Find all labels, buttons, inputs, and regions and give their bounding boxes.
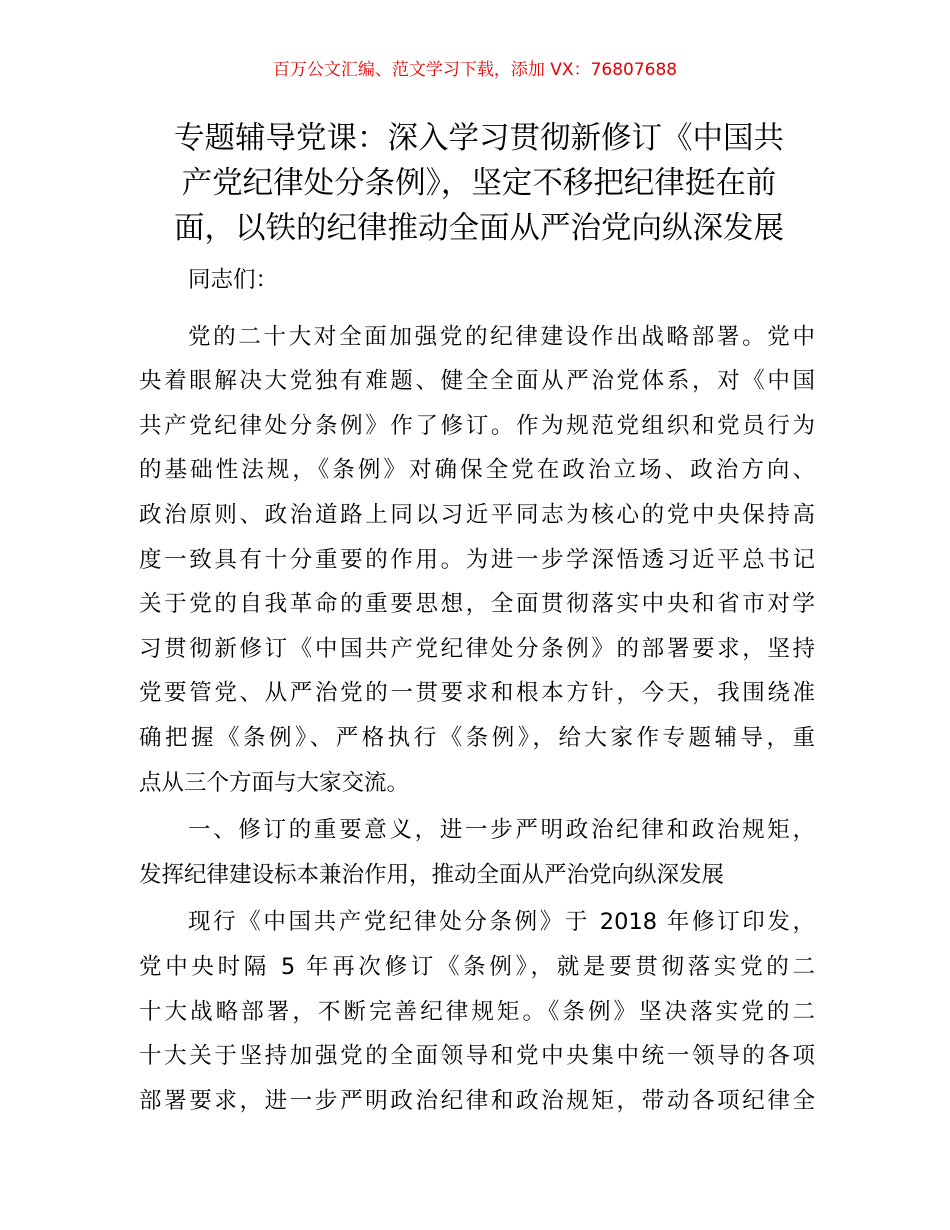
text-line: 习贯彻新修订《中国共产党纪律处分条例》的部署要求，坚持 bbox=[139, 635, 815, 662]
section-heading-1 bbox=[139, 808, 815, 897]
salutation: 同志们： bbox=[188, 267, 279, 293]
document-title bbox=[139, 116, 819, 251]
text-line: 十大关于坚持加强党的全面领导和党中央集中统一领导的各项 bbox=[139, 1043, 815, 1070]
text-line: 度一致具有十分重要的作用。为进一步学深悟透习近平总书记 bbox=[139, 546, 815, 573]
text-line: 党要管党、从严治党的一贯要求和根本方针，今天，我围绕准 bbox=[139, 680, 815, 707]
text-line: 党的二十大对全面加强党的纪律建设作出战略部署。党中 bbox=[188, 323, 815, 350]
text-line: 确把握《条例》、严格执行《条例》，给大家作专题辅导，重 bbox=[139, 724, 815, 751]
text-line: 十大战略部署，不断完善纪律规矩。《条例》坚决落实党的二 bbox=[139, 998, 815, 1025]
paragraph-revision bbox=[139, 900, 815, 1123]
title-line: 专题辅导党课：深入学习贯彻新修订《中国共 bbox=[174, 121, 784, 156]
text-line: 央着眼解决大党独有难题、健全全面从严治党体系，对《中国 bbox=[139, 368, 815, 395]
text-line: 政治原则、政治道路上同以习近平同志为核心的党中央保持高 bbox=[139, 501, 815, 528]
paragraph-spacer bbox=[139, 303, 815, 315]
title-line: 产党纪律处分条例》，坚定不移把纪律挺在前 bbox=[181, 166, 777, 201]
text-line: 现行《中国共产党纪律处分条例》于 2018 年修订印发， bbox=[188, 909, 815, 936]
paragraph-intro bbox=[139, 315, 815, 806]
text-line: 的基础性法规，《条例》对确保全党在政治立场、政治方向、 bbox=[139, 457, 815, 484]
text-line: 党中央时隔 5 年再次修订《条例》，就是要贯彻落实党的二 bbox=[139, 953, 815, 980]
text-line: 部署要求，进一步严明政治纪律和政治规矩，带动各项纪律全 bbox=[139, 1087, 815, 1114]
title-line: 面，以铁的纪律推动全面从严治党向纵深发展 bbox=[174, 211, 784, 246]
text-line: 共产党纪律处分条例》作了修订。作为规范党组织和党员行为 bbox=[139, 412, 815, 439]
header-banner: 百万公文汇编、范文学习下载，添加 VX：76807688 bbox=[272, 60, 678, 80]
heading-line: 发挥纪律建设标本兼治作用，推动全面从严治党向纵深发展 bbox=[139, 861, 725, 888]
heading-line: 一、修订的重要意义，进一步严明政治纪律和政治规矩， bbox=[188, 817, 815, 844]
text-line: 点从三个方面与大家交流。 bbox=[139, 769, 410, 796]
document-body bbox=[139, 258, 815, 1123]
text-line: 关于党的自我革命的重要思想，全面贯彻落实中央和省市对学 bbox=[139, 591, 815, 618]
